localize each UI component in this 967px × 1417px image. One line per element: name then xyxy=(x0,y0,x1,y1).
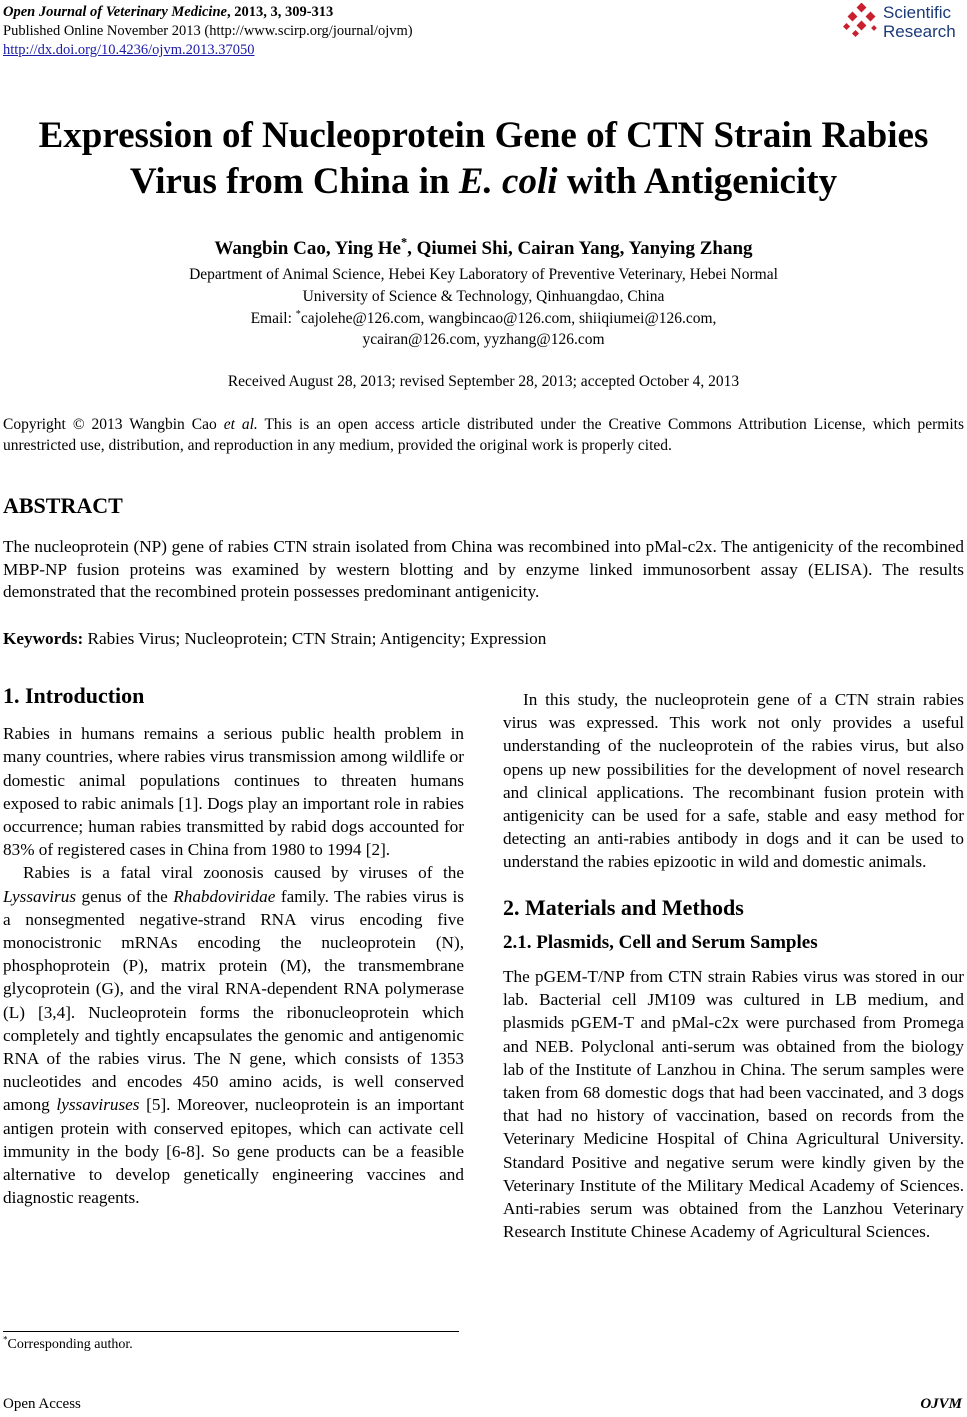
journal-citation xyxy=(3,3,333,21)
email-star: * xyxy=(295,308,301,320)
title-line2-suffix: with Antigenicity xyxy=(557,161,838,202)
title-line2-italic: E. coli xyxy=(458,161,558,202)
journal-name: Open Journal of Veterinary Medicine xyxy=(3,4,227,20)
right-paragraph-1: In this study, the nucleoprotein gene of a CTN strain rabies virus was expressed. This work not only provides a useful understanding of the nucleoprotein of the rabies virus, but also opens up new possibilities for the development of novel research and clinical applications. The recombinant fusion protein with antigenicity can be used for a safe, stable and easy method for detecting an anti-rabies antibody in dogs and it can be used to understand the rabies epizootic in wild and domestic animals. xyxy=(503,690,964,872)
copyright-prefix: Copyright © 2013 Wangbin Cao xyxy=(3,416,224,433)
received-dates: Received August 28, 2013; revised September 28, 2013; accepted October 4, 2013 xyxy=(227,373,740,390)
subsection-heading-plasmids: 2.1. Plasmids, Cell and Serum Samples xyxy=(503,931,818,953)
affiliation-line1: Department of Animal Science, Hebei Key Laboratory of Preventive Veterinary, Hebei Normal xyxy=(189,266,778,283)
footnote-text: Corresponding author. xyxy=(7,1337,133,1352)
section-heading-introduction: 1. Introduction xyxy=(3,683,145,708)
title-line2-prefix: Virus from China in xyxy=(129,161,459,202)
author-list xyxy=(0,235,967,260)
p2-lyssavirus: Lyssavirus xyxy=(3,886,77,906)
footer-open-access: Open Access xyxy=(3,1396,81,1412)
p2-lyssaviruses: lyssaviruses xyxy=(56,1095,140,1115)
keywords xyxy=(3,629,546,649)
email-line2: ycairan@126.com, yyzhang@126.com xyxy=(362,331,605,348)
title-line1: Expression of Nucleoprotein Gene of CTN Strain Rabies xyxy=(38,115,929,156)
published-line: Published Online November 2013 (http://www.scirp.org/journal/ojvm) xyxy=(3,23,413,39)
right-column xyxy=(503,688,964,1243)
footer-journal-abbrev: OJVM xyxy=(920,1396,962,1412)
p2-start: Rabies is a fatal viral zoonosis caused by viruses of the xyxy=(23,863,464,883)
author-first: Wangbin Cao, Ying He xyxy=(214,238,401,259)
p2-mid2: family. The rabies virus is a nonsegmented negative-strand RNA virus encoding five monocistronic mRNAs encoding the nucleoprotein (N), phosphoprotein (P), matrix protein (M), the transmembrane glycoprotein (G), and the viral RNA-dependent RNA polymerase (L) [3,4]. Nucleoprotein forms the ribonucleoprotein which completely and tightly encapsulates the genomic and antigenomic RNA of the rabies virus. The N gene, which consists of 1353 nucleotides and encodes 450 amino acids, is well conserved among xyxy=(3,886,464,1115)
journal-details: , 2013, 3, 309-313 xyxy=(226,4,334,20)
intro-paragraph-2 xyxy=(3,861,464,1209)
copyright-suffix: This is an open access article distributed under the Creative Commons Attribution License, which permits unrestricted use, distribution, and reproduction in any medium, provided the original work is properly cited. xyxy=(3,416,964,454)
affiliation-line2: University of Science & Technology, Qinhuangdao, China xyxy=(302,288,665,305)
section-heading-materials: 2. Materials and Methods xyxy=(503,894,744,920)
p2-end: [5]. Moreover, nucleoprotein is an important antigen protein with conserved epitopes, which can activate cell immunity in the body [6-8]. So gene products can be a feasible alternative to develop genetically engineering vaccines and diagnostic reagents. xyxy=(3,1095,465,1208)
keywords-label: Keywords: xyxy=(3,629,84,648)
doi-line xyxy=(3,41,254,59)
logo-text-line2: Research xyxy=(883,22,956,41)
left-column xyxy=(3,684,464,1209)
email-label: Email: xyxy=(250,310,296,327)
footnote-rule xyxy=(3,1331,459,1332)
publisher-logo xyxy=(843,2,961,42)
author-star: * xyxy=(400,235,408,250)
right-paragraph-2: The pGEM-T/NP from CTN strain Rabies virus was stored in our lab. Bacterial cell JM109 was cultured in LB medium, and plasmids pGEM-T and pMal-c2x were purchased from Promega and NEB. Polyclonal anti-serum was obtained from the biology lab of the Institute of Lanzhou in China. The serum samples were taken from 68 domestic dogs that had been vaccinated, and 3 dogs that had no history of vaccination, based on records from the Veterinary Medicine Hospital of China Agricultural University. Standard Positive and negative serum were kindly given by the Veterinary Institute of the Military Medical Academy of Sciences. Anti-rabies serum was obtained from the Lanzhou Veterinary Research Institute Chinese Academy of Agricultural Sciences. xyxy=(503,967,964,1242)
p2-mid1: genus of the xyxy=(76,886,174,906)
logo-text-line1: Scientific xyxy=(883,3,952,22)
author-rest: , Qiumei Shi, Cairan Yang, Yanying Zhang xyxy=(407,238,753,259)
doi-link[interactable]: http://dx.doi.org/10.4236/ojvm.2013.37050 xyxy=(3,42,255,58)
logo-mark-icon xyxy=(843,3,881,41)
footnote xyxy=(3,1334,133,1353)
paper-title xyxy=(0,113,967,205)
keywords-list: Rabies Virus; Nucleoprotein; CTN Strain; Antigencity; Expression xyxy=(83,629,547,648)
abstract-body: The nucleoprotein (NP) gene of rabies CTN strain isolated from China was recombined into pMal-c2x. The antigenicity of the recombined MBP-NP fusion proteins was examined by western blotting and by enzyme linked immunosorbent assay (ELISA). The results demonstrated that the recombined protein possesses predominant antigenicity. xyxy=(3,537,964,601)
footnote-star: * xyxy=(3,1334,8,1345)
copyright-etal: et al. xyxy=(223,416,258,433)
email-line1 xyxy=(0,309,967,329)
email-addresses-1: cajolehe@126.com, wangbincao@126.com, shiiqiumei@126.com, xyxy=(300,310,717,327)
abstract-heading: ABSTRACT xyxy=(3,493,123,518)
intro-paragraph-1: Rabies in humans remains a serious public health problem in many countries, where rabies virus transmission among wildlife or domestic animal populations continues to threaten humans exposed to rabic animals [1]. Dogs play an important role in rabies occurrence; human rabies transmitted by rabid dogs accounted for 83% of registered cases in China from 1980 to 1994 [2]. xyxy=(3,724,464,860)
copyright-notice xyxy=(3,414,964,456)
p2-rhabdoviridae: Rhabdoviridae xyxy=(173,886,276,906)
